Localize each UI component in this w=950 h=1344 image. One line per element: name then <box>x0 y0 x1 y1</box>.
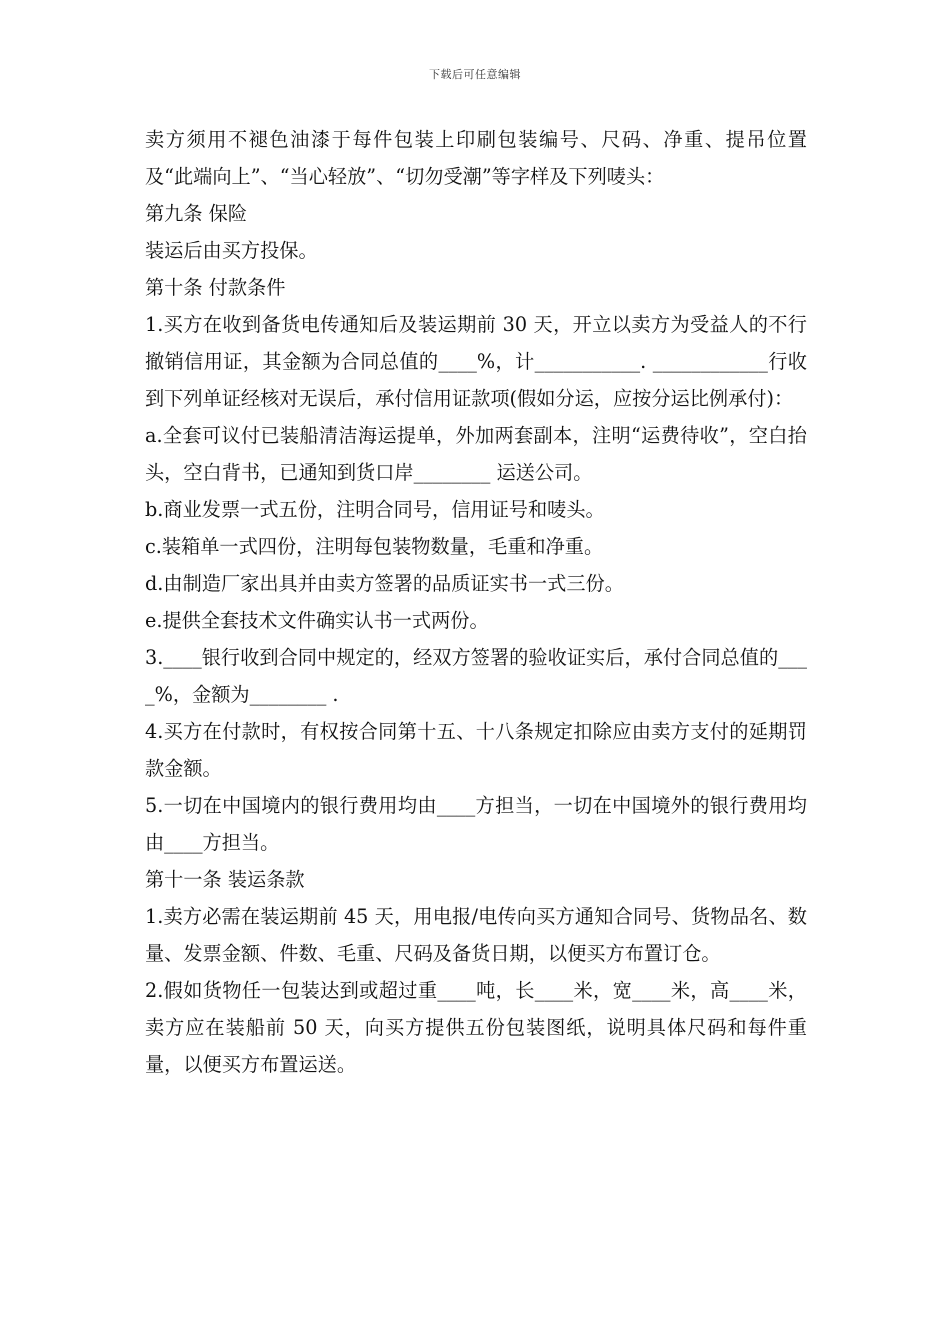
payment-clause-1: 1.买方在收到备货电传通知后及装运期前 30 天，开立以卖方为受益人的不行撤销信用证，其金额为合同总值的____%，计___________. ____________行收到下列单证经核对无误后，承付信用证款项(假如分运，应按分运比例承付)： <box>145 313 807 410</box>
document-item-b: b.商业发票一式五份，注明合同号，信用证号和唛头。 <box>145 498 605 521</box>
shipping-clause-1: 1.卖方必需在装运期前 45 天，用电报/电传向买方通知合同号、货物品名、数量、发票金额、件数、毛重、尺码及备货日期，以便买方布置订仓。 <box>145 905 807 965</box>
document-item-a: a.全套可议付已装船清洁海运提单，外加两套副本，注明“运费待收”，空白抬头，空白背书，已通知到货口岸________ 运送公司。 <box>145 424 807 484</box>
shipping-clause-2: 2.假如货物任一包装达到或超过重____吨，长____米，宽____米，高____米，卖方应在装船前 50 天，向买方提供五份包装图纸，说明具体尺码和每件重量，以便买方布置运送。 <box>145 979 807 1076</box>
payment-clause-3: 3.____银行收到合同中规定的，经双方签署的验收证实后，承付合同总值的____%，金额为________ . <box>145 646 807 706</box>
article-10-heading: 第十条 付款条件 <box>145 276 286 299</box>
document-item-c: c.装箱单一式四份，注明每包装物数量，毛重和净重。 <box>145 535 604 558</box>
paragraph-marking-requirements: 卖方须用不褪色油漆于每件包装上印刷包装编号、尺码、净重、提吊位置及“此端向上”、“当心轻放”、“切勿受潮”等字样及下列唛头： <box>145 128 807 188</box>
page-header-note: 下载后可任意编辑 <box>429 68 521 81</box>
payment-clause-5: 5.一切在中国境内的银行费用均由____方担当，一切在中国境外的银行费用均由____方担当。 <box>145 794 807 854</box>
document-item-e: e.提供全套技术文件确实认书一式两份。 <box>145 609 489 632</box>
paragraph-insurance: 装运后由买方投保。 <box>145 239 318 262</box>
article-9-heading: 第九条 保险 <box>145 202 248 225</box>
document-body <box>145 121 807 1083</box>
article-11-heading: 第十一条 装运条款 <box>145 868 305 891</box>
payment-clause-4: 4.买方在付款时，有权按合同第十五、十八条规定扣除应由卖方支付的延期罚款金额。 <box>145 720 807 780</box>
document-item-d: d.由制造厂家出具并由卖方签署的品质证实书一式三份。 <box>145 572 624 595</box>
